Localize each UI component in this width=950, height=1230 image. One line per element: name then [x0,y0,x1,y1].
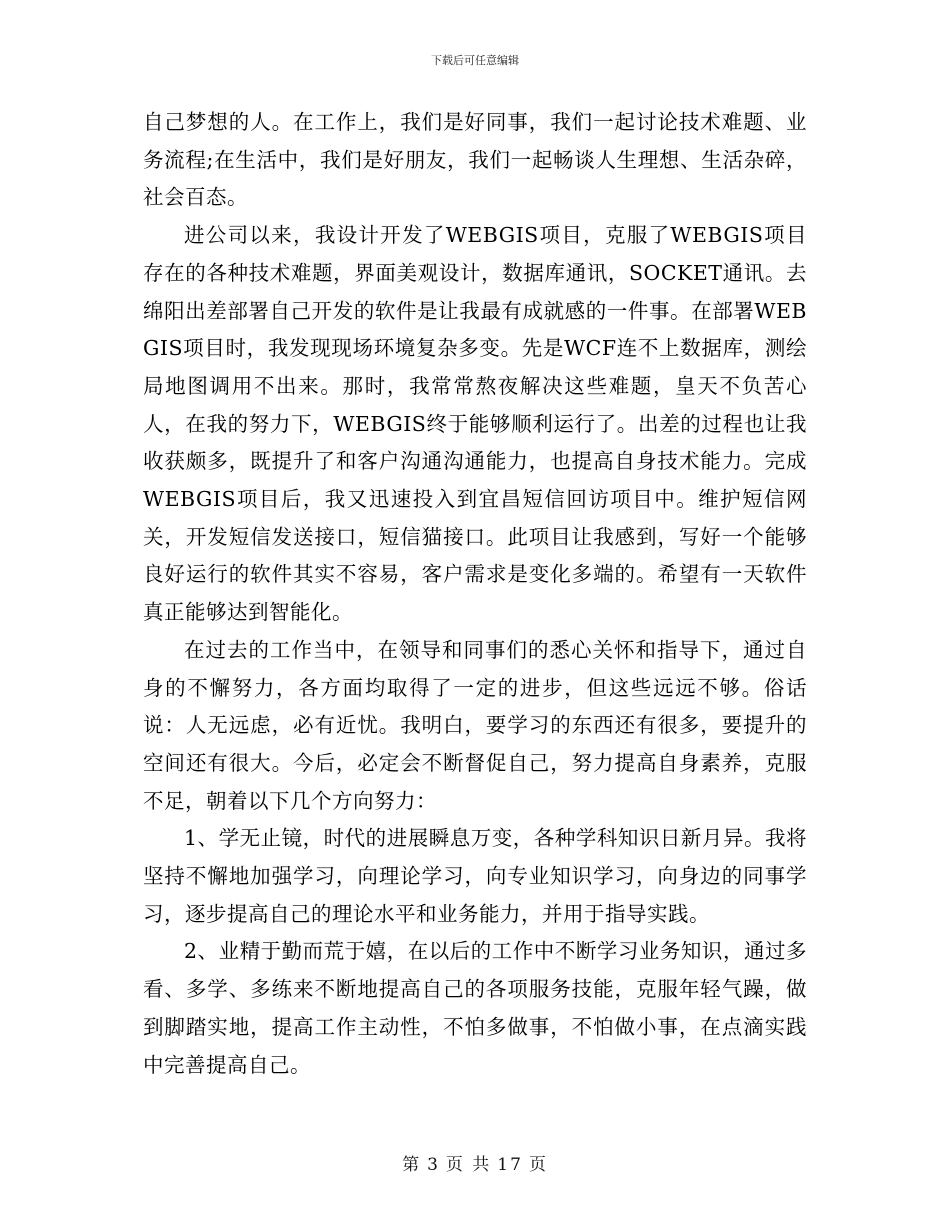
paragraph-point-2: 2、业精于勤而荒于嬉，在以后的工作中不断学习业务知识，通过多看、多学、多练来不断地提高自己的各项服务技能，克服年轻气躁，做到脚踏实地，提高工作主动性，不怕多做事，不怕做小事，在点滴实践中完善提高自己。 [143,939,807,1077]
paragraph-webgis-project: 进公司以来，我设计开发了WEBGIS项目，克服了WEBGIS项目存在的各种技术难题，界面美观设计，数据库通讯，SOCKET通讯。去绵阳出差部署自己开发的软件是让我最有成就感的一件事。在部署WEBGIS项目时，我发现现场环境复杂多变。先是WCF连不上数据库，测绘局地图调用不出来。那时，我常常熬夜解决这些难题，皇天不负苦心人，在我的努力下，WEBGIS终于能够顺利运行了。出差的过程也让我收获颇多，既提升了和客户沟通沟通能力，也提高自身技术能力。完成WEBGIS项目后，我又迅速投入到宜昌短信回访项目中。维护短信网关，开发短信发送接口，短信猫接口。此项目让我感到，写好一个能够良好运行的软件其实不容易，客户需求是变化多端的。希望有一天软件真正能够达到智能化。 [143,223,807,625]
paragraph-future-effort: 在过去的工作当中，在领导和同事们的悉心关怀和指导下，通过自身的不懈努力，各方面均取得了一定的进步，但这些远远不够。俗话说：人无远虑，必有近忧。我明白，要学习的东西还有很多，要提升的空间还有很大。今后，必定会不断督促自己，努力提高自身素养，克服不足，朝着以下几个方向努力： [143,637,807,813]
footer-middle: 页 共 [445,1155,492,1175]
page-footer [0,1155,950,1175]
paragraph-point-1: 1、学无止镜，时代的进展瞬息万变，各种学科知识日新月异。我将坚持不懈地加强学习，向理论学习，向专业知识学习，向身边的同事学习，逐步提高自己的理论水平和业务能力，并用于指导实践。 [143,826,807,926]
footer-suffix: 页 [528,1155,548,1175]
footer-total-pages: 17 [497,1155,523,1175]
footer-prefix: 第 [402,1155,422,1175]
paragraph-continuation: 自己梦想的人。在工作上，我们是好同事，我们一起讨论技术难题、业务流程;在生活中，我们是好朋友，我们一起畅谈人生理想、生活杂碎，社会百态。 [143,110,807,210]
document-body [143,104,807,1084]
page-header-note: 下载后可任意编辑 [431,54,519,67]
footer-current-page: 3 [427,1155,440,1175]
